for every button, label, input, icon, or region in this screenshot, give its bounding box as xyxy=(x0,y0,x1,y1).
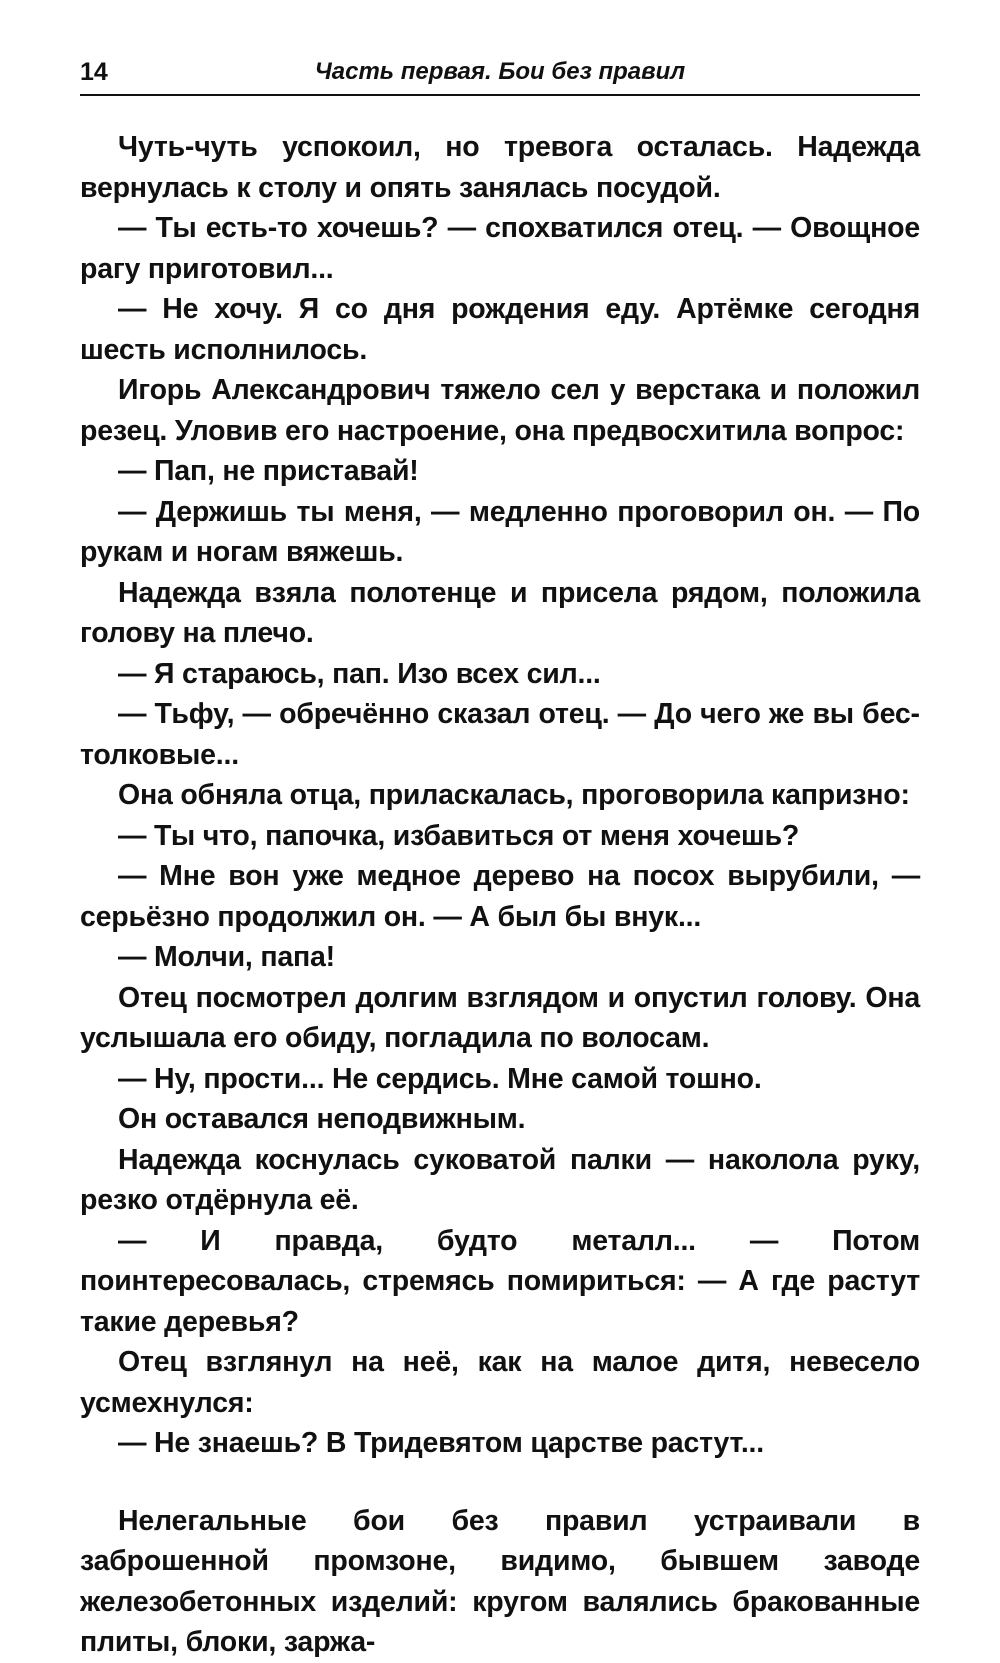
paragraph: Отец посмотрел долгим взглядом и опустил голову. Она услышала его обиду, погладила по волосам. xyxy=(80,981,920,1054)
paragraph: — Я стараюсь, пап. Изо всех сил... xyxy=(118,657,601,690)
page-header xyxy=(80,58,920,94)
paragraph: Отец взглянул на неё, как на малое дитя, невесело усмехнулся: xyxy=(80,1346,920,1419)
paragraph: — Пап, не приставай! xyxy=(118,455,419,487)
paragraph: — Ты что, папочка, избавиться от меня хочешь? xyxy=(118,819,800,852)
paragraph: — Не хочу. Я со дня рождения еду. Артёмке сегодня шесть исполнилось. xyxy=(80,293,920,366)
paragraph: Она обняла отца, приласкалась, проговорила капризно: xyxy=(118,779,910,811)
header-rule xyxy=(80,94,920,96)
running-title: Часть первая. Бои без правил xyxy=(314,58,686,85)
paragraph: Он оставался неподвижным. xyxy=(118,1103,526,1135)
section-start-paragraph: Нелегальные бои без правил устраивали в заброшенной промзоне, видимо, бывшем заводе железобетонных изделий: кругом валялись бракованные плиты, блоки, заржа- xyxy=(80,1504,920,1658)
paragraph: Игорь Александрович тяжело сел у верстака и положил резец. Уловив его настроение, она предвосхитила вопрос: xyxy=(80,374,920,447)
paragraph: — Держишь ты меня, — медленно проговорил он. — По рукам и ногам вяжешь. xyxy=(80,495,920,568)
paragraph: — Ты есть-то хочешь? — спохватился отец. — Овощное рагу приготовил... xyxy=(80,212,920,285)
paragraph: Чуть-чуть успокоил, но тревога осталась. Надежда вернулась к столу и опять занялась посудой. xyxy=(80,131,920,204)
paragraph: — И правда, будто металл... — Потом поинтересовалась, стремясь помириться: — А где растут такие деревья? xyxy=(80,1224,920,1338)
paragraph: — Ну, прости... Не сердись. Мне самой тошно. xyxy=(118,1062,762,1095)
body-text xyxy=(80,127,920,1663)
paragraph: Надежда коснулась суковатой палки — наколола руку, резко отдёрнула её. xyxy=(80,1143,920,1216)
paragraph: — Тьфу, — обречённо сказал отец. — До чего же вы бестолковые... xyxy=(80,698,920,771)
page-number: 14 xyxy=(80,58,108,86)
paragraph: Надежда взяла полотенце и присела рядом, положила голову на плечо. xyxy=(80,576,920,649)
paragraph: — Не знаешь? В Тридевятом царстве растут... xyxy=(118,1427,764,1459)
paragraph: — Мне вон уже медное дерево на посох вырубили, — серьёзно продолжил он. — А был бы внук... xyxy=(80,860,920,933)
paragraph: — Молчи, папа! xyxy=(118,941,335,973)
